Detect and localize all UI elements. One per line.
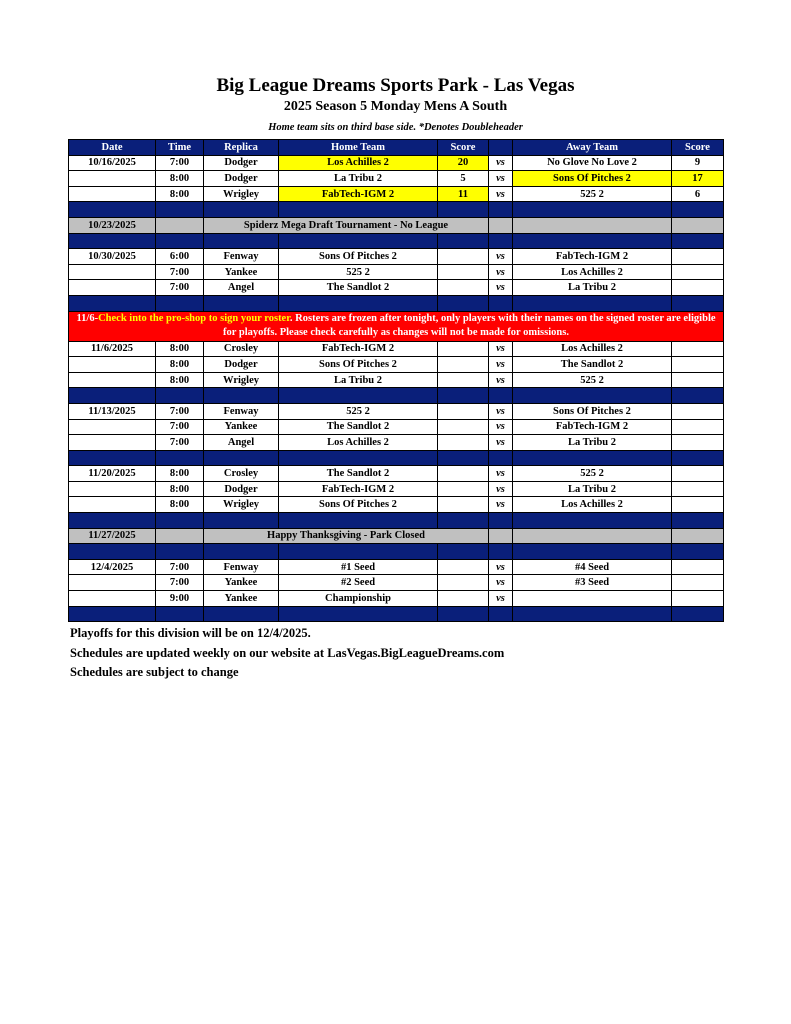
home-team: FabTech-IGM 2	[279, 341, 438, 357]
vs-label: vs	[489, 186, 513, 202]
vs-label: vs	[489, 171, 513, 187]
game-time: 8:00	[156, 341, 204, 357]
game-time: 7:00	[156, 280, 204, 296]
home-team: 525 2	[279, 403, 438, 419]
away-team: 525 2	[513, 466, 672, 482]
home-team: The Sandlot 2	[279, 280, 438, 296]
away-score	[672, 435, 724, 451]
alert-prefix: 11/6-	[76, 313, 99, 325]
away-team: Los Achilles 2	[513, 497, 672, 513]
table-row	[69, 481, 724, 497]
home-score	[438, 249, 489, 265]
table-row	[69, 466, 724, 482]
game-replica: Angel	[204, 435, 279, 451]
game-time: 7:00	[156, 559, 204, 575]
away-team: 525 2	[513, 372, 672, 388]
week-message: Happy Thanksgiving - Park Closed	[204, 528, 489, 544]
vs-label: vs	[489, 403, 513, 419]
game-date: 10/30/2025	[69, 249, 156, 265]
col-time: Time	[156, 140, 204, 156]
game-time: 7:00	[156, 435, 204, 451]
alert-text: . Rosters are frozen after tonight, only players with their names on the signed roster are eligible for playoffs. Please check carefully as changes will not be made for omissions.	[223, 313, 716, 339]
week-separator	[69, 450, 724, 466]
table-row	[69, 372, 724, 388]
vs-label: vs	[489, 419, 513, 435]
vs-label: vs	[489, 559, 513, 575]
table-row	[69, 591, 724, 607]
game-date: 10/23/2025	[69, 217, 156, 233]
game-time: 8:00	[156, 481, 204, 497]
col-home-team: Home Team	[279, 140, 438, 156]
home-score: 20	[438, 155, 489, 171]
away-team: La Tribu 2	[513, 280, 672, 296]
home-score	[438, 591, 489, 607]
game-date	[69, 264, 156, 280]
home-score	[438, 466, 489, 482]
away-team: Los Achilles 2	[513, 264, 672, 280]
home-team: FabTech-IGM 2	[279, 186, 438, 202]
away-score	[672, 575, 724, 591]
game-time: 6:00	[156, 249, 204, 265]
game-replica: Fenway	[204, 559, 279, 575]
vs-label: vs	[489, 357, 513, 373]
week-separator	[69, 544, 724, 560]
change-note: Schedules are subject to change	[70, 665, 239, 679]
game-replica: Yankee	[204, 264, 279, 280]
away-score	[672, 357, 724, 373]
home-team: 525 2	[279, 264, 438, 280]
game-time: 7:00	[156, 155, 204, 171]
away-score	[672, 264, 724, 280]
home-team: La Tribu 2	[279, 171, 438, 187]
away-team	[513, 591, 672, 607]
table-row	[69, 357, 724, 373]
week-separator	[69, 513, 724, 529]
table-row	[69, 528, 724, 544]
col-replica: Replica	[204, 140, 279, 156]
game-replica: Fenway	[204, 403, 279, 419]
game-replica: Dodger	[204, 357, 279, 373]
away-score	[672, 280, 724, 296]
week-separator	[69, 606, 724, 622]
away-score	[672, 497, 724, 513]
away-team: The Sandlot 2	[513, 357, 672, 373]
home-team: Sons Of Pitches 2	[279, 357, 438, 373]
game-replica: Crosley	[204, 466, 279, 482]
week-separator	[69, 388, 724, 404]
game-time: 7:00	[156, 575, 204, 591]
home-team: FabTech-IGM 2	[279, 481, 438, 497]
page-title: Big League Dreams Sports Park - Las Vegas	[216, 75, 575, 96]
home-score: 11	[438, 186, 489, 202]
game-replica: Fenway	[204, 249, 279, 265]
game-replica: Yankee	[204, 591, 279, 607]
game-time: 8:00	[156, 186, 204, 202]
table-row	[69, 341, 724, 357]
home-score	[438, 481, 489, 497]
game-replica: Dodger	[204, 155, 279, 171]
game-time: 8:00	[156, 466, 204, 482]
week-message: Spiderz Mega Draft Tournament - No League	[204, 217, 489, 233]
game-time: 7:00	[156, 264, 204, 280]
away-team: FabTech-IGM 2	[513, 249, 672, 265]
home-team: Championship	[279, 591, 438, 607]
table-row	[69, 403, 724, 419]
vs-label: vs	[489, 280, 513, 296]
playoffs-note: Playoffs for this division will be on 12/4/2025.	[70, 626, 311, 640]
week-separator	[69, 202, 724, 218]
away-score	[672, 403, 724, 419]
home-team: La Tribu 2	[279, 372, 438, 388]
game-time: 9:00	[156, 591, 204, 607]
game-time: 7:00	[156, 419, 204, 435]
table-row	[69, 497, 724, 513]
home-score	[438, 497, 489, 513]
table-header-row	[69, 140, 724, 156]
away-team: Los Achilles 2	[513, 341, 672, 357]
game-replica: Wrigley	[204, 372, 279, 388]
col-date: Date	[69, 140, 156, 156]
home-score	[438, 419, 489, 435]
away-team: Sons Of Pitches 2	[513, 171, 672, 187]
home-team: Sons Of Pitches 2	[279, 497, 438, 513]
game-date: 12/4/2025	[69, 559, 156, 575]
page-subtitle: 2025 Season 5 Monday Mens A South	[283, 99, 508, 114]
game-replica: Angel	[204, 280, 279, 296]
vs-label: vs	[489, 341, 513, 357]
col-vs	[489, 140, 513, 156]
vs-label: vs	[489, 591, 513, 607]
home-score: 5	[438, 171, 489, 187]
vs-label: vs	[489, 575, 513, 591]
game-date	[69, 435, 156, 451]
away-score	[672, 372, 724, 388]
home-team: #2 Seed	[279, 575, 438, 591]
away-score	[672, 419, 724, 435]
game-time: 7:00	[156, 403, 204, 419]
away-team: #4 Seed	[513, 559, 672, 575]
game-time: 8:00	[156, 171, 204, 187]
game-date	[69, 575, 156, 591]
alert-highlight: Check into the pro-shop to sign your roster	[98, 313, 290, 325]
home-team: The Sandlot 2	[279, 466, 438, 482]
col-away-team: Away Team	[513, 140, 672, 156]
home-team: Los Achilles 2	[279, 155, 438, 171]
table-row	[69, 249, 724, 265]
table-row	[69, 559, 724, 575]
game-date	[69, 280, 156, 296]
game-time: 8:00	[156, 497, 204, 513]
home-team: #1 Seed	[279, 559, 438, 575]
home-score	[438, 357, 489, 373]
game-replica: Wrigley	[204, 497, 279, 513]
away-score: 9	[672, 155, 724, 171]
away-team: FabTech-IGM 2	[513, 419, 672, 435]
away-score	[672, 591, 724, 607]
vs-label: vs	[489, 466, 513, 482]
table-row	[69, 155, 724, 171]
game-date: 11/27/2025	[69, 528, 156, 544]
away-score	[672, 481, 724, 497]
schedule-table	[68, 139, 724, 622]
home-score	[438, 280, 489, 296]
week-separator	[69, 233, 724, 249]
game-date	[69, 419, 156, 435]
table-row	[69, 171, 724, 187]
col-home-score: Score	[438, 140, 489, 156]
table-row	[69, 419, 724, 435]
home-score	[438, 559, 489, 575]
home-team: Sons Of Pitches 2	[279, 249, 438, 265]
vs-label: vs	[489, 155, 513, 171]
roster-alert-row	[69, 311, 724, 341]
game-date	[69, 186, 156, 202]
home-team: Los Achilles 2	[279, 435, 438, 451]
table-row	[69, 435, 724, 451]
game-replica: Yankee	[204, 419, 279, 435]
game-replica: Wrigley	[204, 186, 279, 202]
vs-label: vs	[489, 264, 513, 280]
table-row	[69, 575, 724, 591]
home-score	[438, 372, 489, 388]
home-score	[438, 403, 489, 419]
website-note: Schedules are updated weekly on our website at LasVegas.BigLeagueDreams.com	[70, 646, 505, 660]
game-date	[69, 372, 156, 388]
game-replica: Dodger	[204, 481, 279, 497]
vs-label: vs	[489, 481, 513, 497]
away-score	[672, 559, 724, 575]
game-replica: Crosley	[204, 341, 279, 357]
table-row	[69, 217, 724, 233]
game-replica: Dodger	[204, 171, 279, 187]
game-date	[69, 171, 156, 187]
vs-label: vs	[489, 372, 513, 388]
away-score	[672, 249, 724, 265]
away-team: No Glove No Love 2	[513, 155, 672, 171]
home-score	[438, 575, 489, 591]
game-time: 8:00	[156, 372, 204, 388]
week-separator	[69, 295, 724, 311]
away-score	[672, 341, 724, 357]
table-row	[69, 264, 724, 280]
home-score	[438, 341, 489, 357]
away-team: La Tribu 2	[513, 481, 672, 497]
game-time: 8:00	[156, 357, 204, 373]
game-date	[69, 497, 156, 513]
roster-alert	[69, 311, 724, 341]
home-score	[438, 435, 489, 451]
game-replica: Yankee	[204, 575, 279, 591]
game-date	[69, 357, 156, 373]
game-date: 11/6/2025	[69, 341, 156, 357]
game-date	[69, 481, 156, 497]
away-team: #3 Seed	[513, 575, 672, 591]
schedule-note: Home team sits on third base side. *Denotes Doubleheader	[268, 122, 523, 133]
game-date	[69, 591, 156, 607]
vs-label: vs	[489, 435, 513, 451]
away-team: Sons Of Pitches 2	[513, 403, 672, 419]
table-row	[69, 186, 724, 202]
vs-label: vs	[489, 249, 513, 265]
col-away-score: Score	[672, 140, 724, 156]
away-score	[672, 466, 724, 482]
game-date: 10/16/2025	[69, 155, 156, 171]
home-score	[438, 264, 489, 280]
away-team: La Tribu 2	[513, 435, 672, 451]
game-date: 11/20/2025	[69, 466, 156, 482]
away-score: 6	[672, 186, 724, 202]
away-team: 525 2	[513, 186, 672, 202]
away-score: 17	[672, 171, 724, 187]
table-row	[69, 280, 724, 296]
home-team: The Sandlot 2	[279, 419, 438, 435]
game-date: 11/13/2025	[69, 403, 156, 419]
vs-label: vs	[489, 497, 513, 513]
